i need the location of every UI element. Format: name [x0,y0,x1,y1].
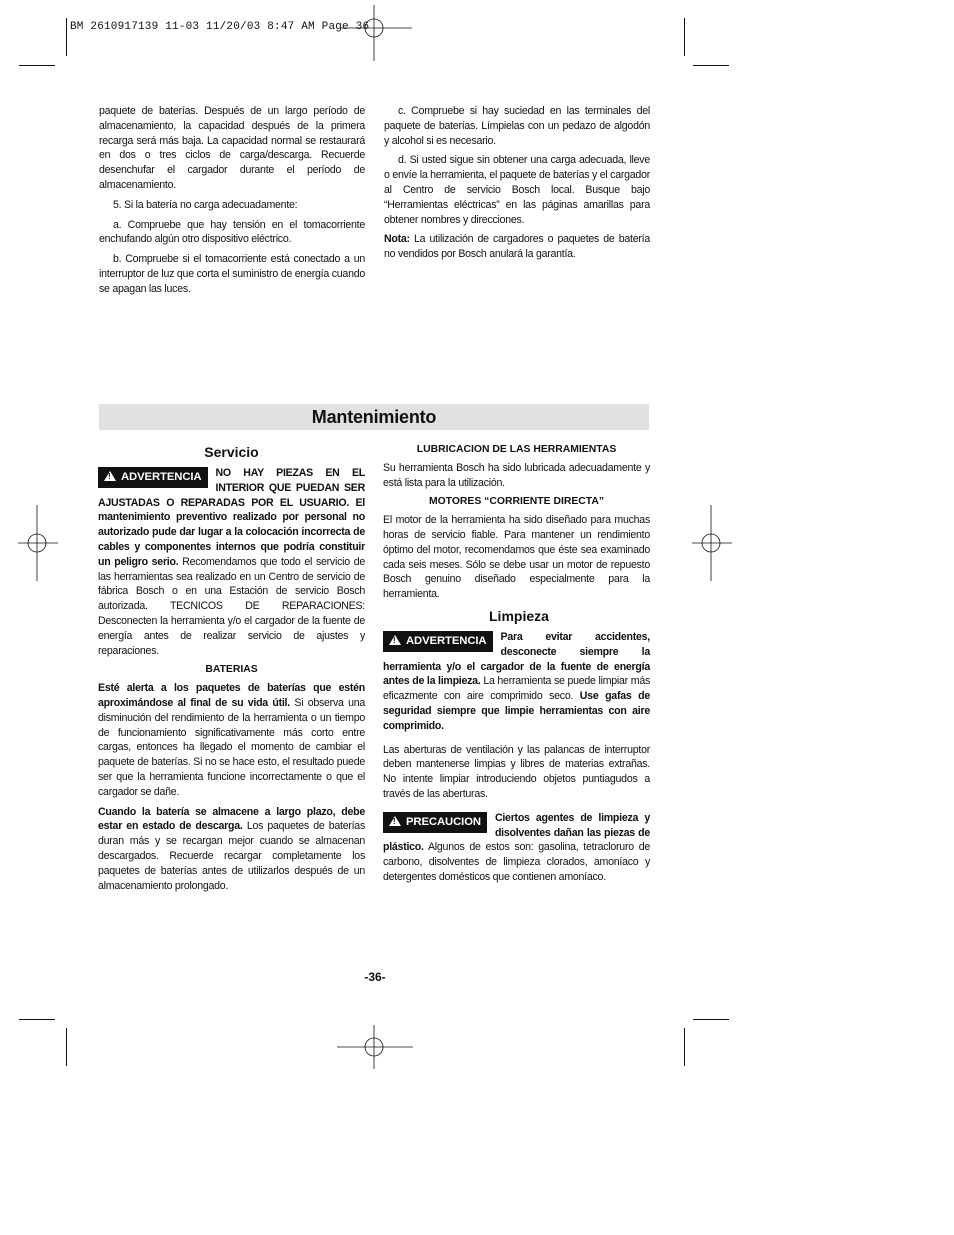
top-right-column [384,104,650,267]
crop-mark [66,1028,67,1066]
warning-triangle-icon [389,635,401,645]
maintenance-left-column [98,443,365,898]
baterias-paragraph [98,681,365,799]
gafas-bold: Use gafas de seguridad siempre que limpie herramientas con aire comprimido. [383,690,650,732]
motores-paragraph: El motor de la herramienta ha sido diseñado para muchas horas de servicio fiable. Para mantener un rendimiento óptimo del motor, recomendamos que éste sea examinado cada seis meses. Sólo se debe usar un motor de repuesto Bosch genuino diseñado especialmente para la herramienta. [383,514,650,601]
crop-mark [66,18,67,56]
agentes-text: Algunos de estos son: gasolina, tetracloruro de carbono, disolventes de limpieza clorados, amoníaco y detergentes domésticos que contienen amoníaco. [383,841,650,883]
paragraph: paquete de baterías. Después de un largo período de almacenamiento, la capacidad después de la primera recarga será más baja. La capacidad normal se restaurará en dos o tres ciclos de carga/descarga. Recuerde desenchufar el cargador durante el período de almacenamiento. [99,105,365,191]
registration-mark-bottom [337,1025,413,1069]
maintenance-right-column [383,443,650,890]
warning-badge [383,631,493,652]
almacen-bold: Cuando la batería se almacene a largo plazo, debe estar en estado de descarga. [98,805,365,833]
note-label: Nota: [384,233,410,246]
note-text: La utilización de cargadores o paquetes de batería no vendidos por Bosch anulará la garantía. [384,233,650,261]
servicio-heading: Servicio [204,444,259,460]
warning-badge [98,467,208,488]
registration-mark-right [692,505,732,581]
crop-mark [684,18,685,56]
section-title: Mantenimiento [99,404,649,430]
paragraph: a. Compruebe que hay tensión en el tomacorriente enchufando algún otro dispositivo eléctrico. [99,218,365,246]
crop-mark [684,1028,685,1066]
slug-line: BM 2610917139 11-03 11/20/03 8:47 AM Page 36 [70,21,370,33]
almacen-text: Los paquetes de baterías duran más y se recargan mejor cuando se almacenan descargados. Recuerde recargar completamente los paquetes de baterías antes de utilizarlos después de un almacenamiento prolongado. [98,820,365,892]
crop-mark [19,65,55,66]
registration-mark-left [18,505,58,581]
lubricacion-paragraph: Su herramienta Bosch ha sido lubricada adecuadamente y está lista para la utilización. [383,461,650,489]
servicio-warning-text: NO HAY PIEZAS EN EL INTERIOR QUE PUEDAN SER AJUSTADAS O REPARADAS POR EL USUARIO. El mantenimiento preventivo realizado por personal no autorizado pude dar lugar a la colocación incorrecta de cables y componentes internos que podría constituir un peligro serio. [98,467,365,568]
motores-heading: MOTORES “CORRIENTE DIRECTA” [428,496,605,508]
baterias-heading: BATERIAS [205,664,258,676]
almacen-paragraph [98,805,365,894]
paragraph: d. Si usted sigue sin obtener una carga adecuada, lleve o envíe la herramienta, el paquete de baterías y el cargador al Centro de servicio Bosch local. Busque bajo “Herramientas eléctricas” en las páginas amarillas para obtener nombres y direcciones. [384,154,650,226]
warning-label: ADVERTENCIA [406,634,487,647]
crop-mark [693,65,729,66]
warning-triangle-icon [104,471,116,481]
limpieza-heading: Limpieza [489,607,549,624]
agentes-bold: Ciertos agentes de limpieza y disolventes dañan las piezas de plástico. [383,811,650,854]
caution-label: PRECAUCION [406,815,481,828]
warning-triangle-icon [389,816,401,826]
limpieza-paragraph [383,630,650,734]
caution-badge [383,812,487,833]
registration-mark-top [340,5,412,65]
crop-mark [693,1019,729,1020]
paragraph: b. Compruebe si el tomacorriente está conectado a un interruptor de luz que corta el suministro de energía cuando se apagan las luces. [99,253,365,295]
limpieza-text: La herramienta se puede limpiar más eficazmente con aire comprimido seco. [383,675,651,703]
paragraph: c. Compruebe si hay suciedad en las terminales del paquete de baterías. Límpielas con un pedazo de algodón y alcohol si es necesario. [384,105,650,147]
page-number: -36- [364,970,386,984]
note-paragraph [384,232,650,262]
lubricacion-heading: LUBRICACION DE LAS HERRAMIENTAS [416,444,617,455]
baterias-text: Si observa una disminución del rendimiento de la herramienta o un tiempo de funcionamiento significativamente más corto entre cargas, entonces ha llegado el momento de cambiar el paquete de baterías. Si no se hace esto, el resultado puede ser que la herramienta funcione incorrectamente o que el cargador se dañe. [98,696,365,798]
baterias-bold: Esté alerta a los paquetes de baterías que estén aproximándose al final de su vida útil. [98,682,365,709]
warning-label: ADVERTENCIA [121,471,202,483]
aberturas-paragraph: Las aberturas de ventilación y las palancas de interruptor deben mantenerse limpias y libres de materias extrañas. No intente limpiar introduciendo objetos puntiagudos a través de las aberturas. [383,743,650,800]
crop-mark [19,1019,55,1020]
top-left-column [99,104,365,302]
agentes-paragraph [383,811,650,885]
servicio-text: Recomendamos que todo el servicio de las herramientas sea realizado en un Centro de servicio de fábrica Bosch o en una Estación de servicio Bosch autorizada. TECNICOS DE REPARACIONES: Desconecten la herramienta y/o el cargador de la fuente de energía antes de realizar servicio de ajustes y reparaciones. [98,555,365,657]
servicio-paragraph [98,466,365,658]
paragraph: 5. Si la batería no carga adecuadamente: [113,198,298,211]
limpieza-warning-text: Para evitar accidentes, desconecte siempre la herramienta y/o el cargador de la fuente de energía antes de la limpieza. [383,630,650,688]
